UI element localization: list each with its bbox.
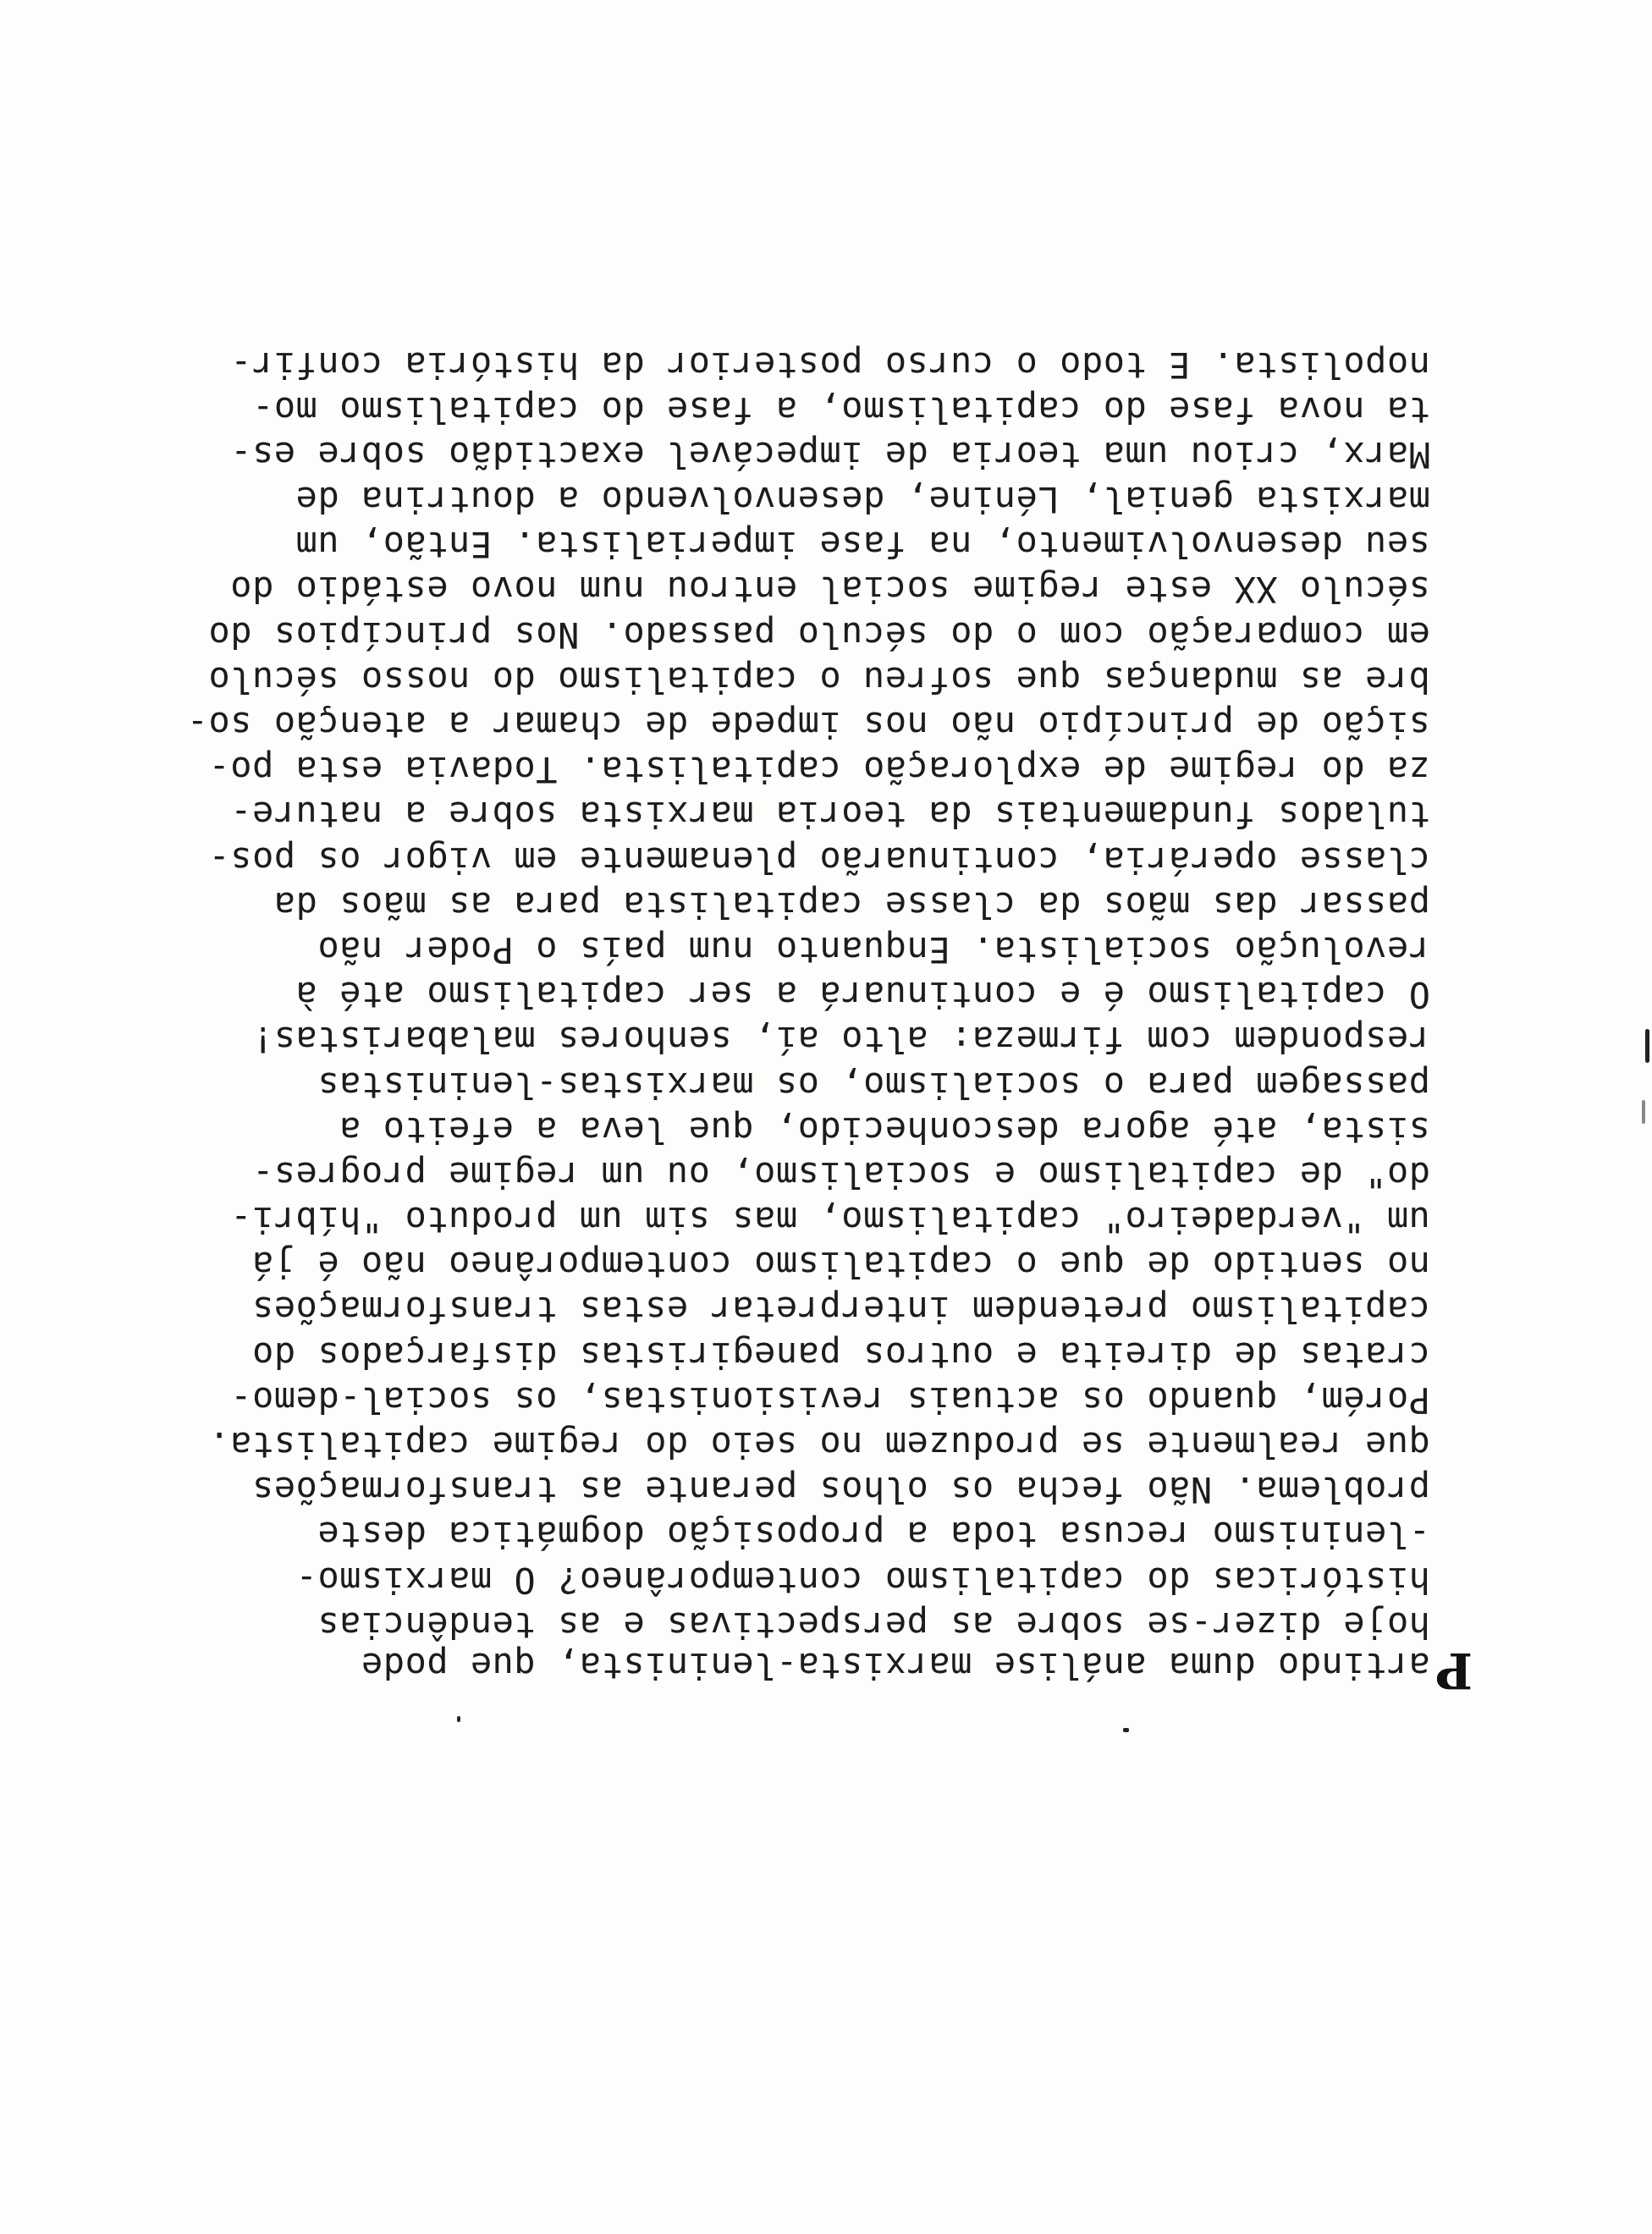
- scan-speck: [457, 1716, 460, 1722]
- text-line: do" de capitalismo e socialismo, ou um regime progres-: [251, 1153, 1430, 1196]
- text-line: problema. Não fecha os olhos perante as transformações: [251, 1469, 1430, 1511]
- text-line: respondem com firmeza: alto aí, senhores malabaristas!: [251, 1019, 1430, 1061]
- text-line: O capitalismo é e continuará a ser capitalismo até à: [295, 974, 1430, 1016]
- text-line: sição de princípio não nos impede de chamar a atenção so-: [186, 704, 1430, 746]
- text-line: revolução socialista. Enquanto num país o Poder não: [317, 929, 1430, 971]
- typed-paragraph: [161, 342, 1473, 1699]
- text-line: no sentido de que o capitalismo contemporâneo não é já: [251, 1244, 1430, 1286]
- text-line: cratas de direita e outros panegiristas disfarçados do: [251, 1334, 1430, 1376]
- text-line: que realmente se produzem no seio do regime capitalista.: [207, 1424, 1430, 1466]
- text-line: Marx, criou uma teoria de impecável exactidão sobre es-: [229, 433, 1430, 476]
- line-text: artindo duma análise marxista-leninista, que pode: [361, 1645, 1430, 1687]
- scan-speck: [1123, 1728, 1129, 1732]
- text-line: marxista genial, Lénine, desenvolvendo a doutrina de: [295, 479, 1430, 521]
- text-line: capitalismo pretendem interpretar estas transformações: [251, 1289, 1430, 1331]
- text-line: passagem para o socialismo, os marxistas-leninistas: [317, 1064, 1430, 1106]
- text-line: século XX este regime social entrou num novo estádio do: [229, 569, 1430, 611]
- text-line: classe operária, continuarão plenamente em vigor os pos-: [207, 839, 1430, 881]
- margin-ink-mark: [1645, 1029, 1649, 1063]
- text-line: nopolista. E todo o curso posterior da história confir-: [229, 344, 1430, 386]
- margin-ink-mark: [1642, 1100, 1645, 1124]
- text-line: passar das mãos da classe capitalista para as mãos da: [273, 883, 1430, 926]
- text-line: seu desenvolvimento, na fase imperialista. Então, um: [295, 524, 1430, 566]
- text-line: hoje dizer-se sobre as perspectivas e as tendências: [317, 1604, 1430, 1646]
- text-line: históricas do capitalismo contemporâneo? O marxismo-: [295, 1559, 1430, 1601]
- text-line: tulados fundamentais da teoria marxista sobre a nature-: [229, 794, 1430, 836]
- text-line: bre as mudanças que sofreu o capitalismo do nosso século: [207, 658, 1430, 701]
- text-line: za do regime de exploração capitalista. Todavia esta po-: [207, 749, 1430, 791]
- text-line: sista, até agora desconhecido, que leva a efeito a: [339, 1109, 1430, 1151]
- text-line: um "verdadeiro" capitalismo, mas sim um produto "híbri-: [229, 1199, 1430, 1241]
- text-line: em comparação com o do século passado. Nos princípios do: [207, 614, 1430, 656]
- text-line: [161, 1642, 1473, 1699]
- text-line: -leninismo recusa toda a proposição dogmática deste: [317, 1514, 1430, 1556]
- text-line: Porém, quando os actuais revisionistas, os social-demo-: [229, 1378, 1430, 1421]
- text-line: ta nova fase do capitalismo, a fase do capitalismo mo-: [251, 388, 1430, 431]
- drop-cap: P: [1434, 1642, 1473, 1699]
